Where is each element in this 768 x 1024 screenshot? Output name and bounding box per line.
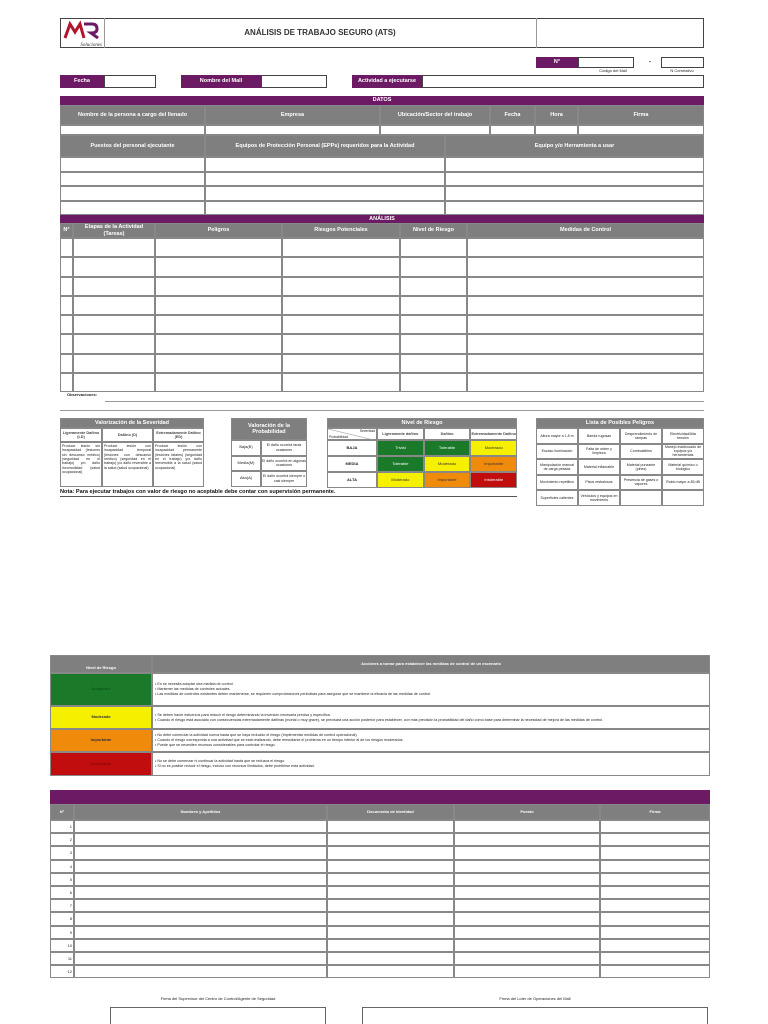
probabilidad-level: Media(M) (231, 456, 261, 472)
datos-title: DATOS (60, 96, 704, 105)
acciones-line: • Puede que se necesiten recursos considerables para controlar el riesgo. (155, 742, 276, 747)
nivel-riesgo-corner (327, 428, 377, 440)
acciones-header-right: Acciones a tomar para establecer las medidas de control de un escenario (152, 655, 710, 673)
datos-header-hora: Hora (535, 105, 578, 125)
personal-epps-input[interactable] (205, 186, 445, 201)
analisis-etapa-input[interactable] (73, 315, 155, 334)
analisis-riesgo-input[interactable] (282, 373, 400, 392)
nivel-riesgo-header: Dañino (424, 428, 471, 440)
participante-input[interactable] (327, 833, 454, 846)
peligro-item: Pisos resbalosos (578, 475, 620, 491)
datos-ubicacion-input[interactable] (380, 125, 490, 135)
actividad-label: Actividad a ejecutarse (352, 75, 422, 88)
nivel-riesgo-cell: Tolerable (424, 440, 471, 456)
analisis-medida-input[interactable] (467, 296, 704, 315)
nivel-riesgo-header: Extremadamente Dañino (470, 428, 517, 440)
analisis-etapa-input[interactable] (73, 257, 155, 276)
participante-input[interactable] (74, 899, 327, 912)
personal-epps-input[interactable] (205, 157, 445, 172)
participante-input[interactable] (454, 965, 600, 978)
peligro-item: Altura mayor a 1.8 m (536, 428, 578, 444)
participantes-header: Documento de Identidad (327, 804, 454, 820)
acciones-level-label: Aceptable (50, 673, 152, 706)
peligro-item: Vehículos y equipos en movimiento (578, 490, 620, 506)
analisis-etapa-input[interactable] (73, 354, 155, 373)
severidad-header-d: Dañino (D) (102, 428, 153, 442)
nivel-riesgo-row-label: MEDIA (327, 456, 377, 472)
nivel-riesgo-cell: Importante (470, 456, 517, 472)
nivel-riesgo-row-label: ALTA (327, 472, 377, 488)
analisis-medida-input[interactable] (467, 238, 704, 257)
participante-numero: 8 (50, 912, 74, 925)
nota-text: Nota: Para ejecutar trabajos con valor de riesgo no aceptable debe contar con supervisión permanente. (60, 489, 336, 495)
mall-label: Nombre del Mall (181, 75, 261, 88)
personal-puesto-input[interactable] (60, 201, 205, 216)
participante-input[interactable] (454, 926, 600, 939)
severidad-desc-ld: Produce lesión sin incapacidad (lesiones sin descanso médico) (seguridad en el trabajo) y/o daño incomodidad (salud ocupacional) (60, 442, 102, 487)
acciones-text-box (152, 673, 710, 706)
nivel-riesgo-cell: Tolerable (377, 456, 424, 472)
participante-input[interactable] (454, 846, 600, 859)
personal-epps-input[interactable] (205, 172, 445, 187)
participante-input[interactable] (74, 952, 327, 965)
participante-numero: 9 (50, 926, 74, 939)
nivel-riesgo-cell: Trivial (377, 440, 424, 456)
participante-input[interactable] (600, 952, 710, 965)
participante-input[interactable] (327, 886, 454, 899)
analisis-riesgo-input[interactable] (282, 315, 400, 334)
personal-equipo-input[interactable] (445, 201, 704, 216)
participante-input[interactable] (327, 926, 454, 939)
participante-input[interactable] (74, 886, 327, 899)
analisis-header-etapas: Etapas de la Actividad (Tareas) (73, 223, 155, 238)
analisis-header-medidas: Medidas de Control (467, 223, 704, 238)
analisis-title: ANÁLISIS (60, 215, 704, 223)
participante-input[interactable] (74, 939, 327, 952)
probabilidad-desc: El daño ocurrirá siempre o casi siempre (261, 471, 307, 487)
analisis-peligro-input[interactable] (155, 334, 282, 353)
participante-input[interactable] (327, 873, 454, 886)
personal-epps-input[interactable] (205, 201, 445, 216)
severidad-title: Valorización de la Severidad (60, 418, 204, 428)
peligro-item: Material inflamable (578, 459, 620, 475)
participante-numero: 6 (50, 886, 74, 899)
participante-input[interactable] (74, 820, 327, 833)
acciones-header-left: Nivel de Riesgo (50, 655, 152, 673)
logo-subtext: Soluciones (80, 43, 102, 48)
participante-input[interactable] (454, 820, 600, 833)
nivel-riesgo-cell: Moderado (424, 456, 471, 472)
nivel-riesgo-cell: Intolerable (470, 472, 517, 488)
analisis-peligro-input[interactable] (155, 296, 282, 315)
participante-numero: 10 (50, 939, 74, 952)
acciones-line: • Se deben hacer esfuerzos para reducir el riesgo determinando la inversión necesaria precisa y específica. (155, 712, 331, 717)
fecha-field[interactable] (104, 75, 156, 88)
personal-header-epps: Equipos de Protección Personal (EPPs) requeridos para la Actividad (205, 135, 445, 157)
peligro-item: Manejo inadecuado de equipos y/o herramientas (662, 444, 704, 460)
codigo-mall-caption: Código del Mall (599, 68, 627, 73)
participante-numero: 1 (50, 820, 74, 833)
participante-input[interactable] (454, 833, 600, 846)
peligro-item: Banda rugosas (578, 428, 620, 444)
datos-header-fecha: Fecha (490, 105, 535, 125)
acciones-line: • Cuando el riesgo corresponda a una actividad que se está realizando, debe remediarse el problema en un tiempo inferior al de los riesgos moderados. (155, 738, 404, 743)
datos-header-empresa: Empresa (205, 105, 380, 125)
analisis-riesgo-input[interactable] (282, 277, 400, 296)
analisis-nivel-input[interactable] (400, 373, 467, 392)
analisis-etapa-input[interactable] (73, 277, 155, 296)
analisis-peligro-input[interactable] (155, 373, 282, 392)
analisis-medida-input[interactable] (467, 354, 704, 373)
participante-input[interactable] (600, 912, 710, 925)
participante-input[interactable] (600, 846, 710, 859)
probabilidad-desc: El daño ocurrirá en algunas ocasiones (261, 456, 307, 472)
personal-equipo-input[interactable] (445, 172, 704, 187)
actividad-field[interactable] (422, 75, 704, 88)
analisis-nivel-input[interactable] (400, 277, 467, 296)
participantes-header: Nombres y Apellidos (74, 804, 327, 820)
analisis-n-cell (60, 373, 73, 392)
acciones-line: • Mantener las medidas de controles actuales. (155, 687, 231, 692)
peligro-item: Material punzante (pines) (620, 459, 662, 475)
observaciones-line-2[interactable] (60, 410, 704, 411)
probabilidad-title: Valoración de la Probabilidad (231, 418, 307, 440)
nivel-riesgo-cell: Importante (424, 472, 471, 488)
participante-input[interactable] (600, 860, 710, 873)
severidad-desc-d: Produce lesión con incapacidad temporal (lesiones con descanso médico) (seguridad en el trabajo) y/o daño reversible a la salud (salud ocupacional) (102, 442, 153, 487)
datos-empresa-input[interactable] (205, 125, 380, 135)
analisis-medida-input[interactable] (467, 315, 704, 334)
participante-input[interactable] (454, 912, 600, 925)
acciones-line: • Las medidas de controles existentes deben mantenerse, se requieren comprobaciones periódicas para asegurar que se mantiene la eficacia de las medidas de control. (155, 691, 431, 696)
participante-input[interactable] (600, 926, 710, 939)
participante-input[interactable] (74, 926, 327, 939)
participante-numero: 2 (50, 833, 74, 846)
analisis-n-cell (60, 296, 73, 315)
severidad-desc-ed: Produce lesión con incapacidad permanente (lesiones fatales) (seguridad en el trabajo) y/o daño irreversible a la salud (salud ocupacional) (153, 442, 204, 487)
analisis-medida-input[interactable] (467, 373, 704, 392)
analisis-nivel-input[interactable] (400, 315, 467, 334)
analisis-etapa-input[interactable] (73, 296, 155, 315)
firma-left-box[interactable] (110, 1007, 326, 1024)
participante-numero: 5 (50, 873, 74, 886)
personal-puesto-input[interactable] (60, 157, 205, 172)
nivel-riesgo-title: Nivel de Riesgo (327, 418, 517, 428)
analisis-riesgo-input[interactable] (282, 238, 400, 257)
codigo-mall-field[interactable] (578, 57, 634, 68)
observaciones-line-1[interactable] (105, 401, 704, 402)
analisis-n-cell (60, 257, 73, 276)
peligro-item: Manipulación manual de carga pesada (536, 459, 578, 475)
peligro-item: Combustibles (620, 444, 662, 460)
participante-input[interactable] (454, 873, 600, 886)
analisis-peligro-input[interactable] (155, 315, 282, 334)
participante-input[interactable] (74, 912, 327, 925)
firma-right-label: Firma del Líder de Operaciones del Mall (499, 996, 571, 1001)
analisis-etapa-input[interactable] (73, 334, 155, 353)
analisis-nivel-input[interactable] (400, 257, 467, 276)
corner-severidad: Severidad (359, 429, 375, 433)
nivel-riesgo-cell: Moderado (470, 440, 517, 456)
participante-input[interactable] (74, 846, 327, 859)
participante-input[interactable] (327, 846, 454, 859)
participante-input[interactable] (74, 860, 327, 873)
probabilidad-level: Baja(B) (231, 440, 261, 456)
participante-input[interactable] (74, 965, 327, 978)
participante-input[interactable] (600, 820, 710, 833)
participantes-header: Firma (600, 804, 710, 820)
corner-probabilidad: Probabilidad (329, 434, 348, 439)
nivel-riesgo-cell: Moderado (377, 472, 424, 488)
correlativo-caption: N Correlativo (670, 68, 694, 73)
analisis-n-cell (60, 334, 73, 353)
peligro-item (662, 490, 704, 506)
correlativo-field[interactable] (661, 57, 704, 68)
participante-input[interactable] (74, 873, 327, 886)
peligro-item: Superficies calientes (536, 490, 578, 506)
firma-right-box[interactable] (362, 1007, 708, 1024)
acciones-line: • Si no es posible reducir el riesgo, incluso con recursos ilimitados, debe prohibirse esta actividad. (155, 764, 315, 768)
participante-numero: 12 (50, 965, 74, 978)
peligro-item: Presencia de gases o vapores (620, 475, 662, 491)
severidad-header-ed: Extremadamente Dañino (ED) (153, 428, 204, 442)
analisis-header-n: N° (60, 223, 73, 238)
datos-fecha-input[interactable] (490, 125, 535, 135)
acciones-line: • En se necesita adoptar otra medida de control. (155, 682, 234, 687)
analisis-medida-input[interactable] (467, 277, 704, 296)
datos-header-ubicacion: Ubicación/Sector del trabajo (380, 105, 490, 125)
analisis-nivel-input[interactable] (400, 334, 467, 353)
participante-input[interactable] (454, 860, 600, 873)
datos-nombre-input[interactable] (60, 125, 205, 135)
peligro-item: Electricidad/Alta tensión (662, 428, 704, 444)
acciones-line: • No debe comenzar la actividad nueva hasta que se haya reducido el riesgo (Implementar medidas de control operacional). (155, 733, 358, 738)
analisis-header-riesgos: Riesgos Potenciales (282, 223, 400, 238)
page-title: ANÁLISIS DE TRABAJO SEGURO (ATS) (244, 28, 396, 38)
acciones-text-box (152, 706, 710, 729)
acciones-line: • Cuando el riesgo está asociado con consecuencias extremadamente dañinas (mortal o muy grave), se precisará una acción posterior para establecer, con más precisión la probabilidad del daño como base para determinar la necesidad de mejora de las medidas de control. (155, 717, 603, 722)
participante-input[interactable] (454, 939, 600, 952)
severidad-header-ld: Ligeramente Dañino (LD) (60, 428, 102, 442)
acciones-text-box (152, 752, 710, 776)
participante-input[interactable] (74, 833, 327, 846)
personal-puesto-input[interactable] (60, 186, 205, 201)
peligro-item: Escaso iluminación (536, 444, 578, 460)
peligro-item: Falta de orden y limpieza (578, 444, 620, 460)
nivel-riesgo-row-label: BAJA (327, 440, 377, 456)
analisis-n-cell (60, 354, 73, 373)
peligros-title: Lista de Posibles Peligros (536, 418, 704, 428)
peligro-item: Movimiento repetitivo (536, 475, 578, 491)
logo-icon (62, 20, 102, 40)
firma-left-label: Firma del Supervisor del Centro de Control/Agente de Seguridad (160, 996, 276, 1001)
datos-header-firma: Firma (578, 105, 704, 125)
analisis-medida-input[interactable] (467, 334, 704, 353)
fecha-label: Fecha (60, 75, 104, 88)
participante-input[interactable] (327, 820, 454, 833)
participantes-header: Puesto (454, 804, 600, 820)
analisis-n-cell (60, 238, 73, 257)
participante-input[interactable] (600, 833, 710, 846)
participante-input[interactable] (600, 873, 710, 886)
participante-numero: 7 (50, 899, 74, 912)
personal-header-equipo: Equipo y/o Herramienta a usar (445, 135, 704, 157)
acciones-level-label: Importante (50, 729, 152, 752)
personal-header-puestos: Puestos del personal ejecutante (60, 135, 205, 157)
analisis-peligro-input[interactable] (155, 354, 282, 373)
participante-input[interactable] (327, 965, 454, 978)
logo (62, 20, 102, 47)
analisis-medida-input[interactable] (467, 257, 704, 276)
personal-equipo-input[interactable] (445, 186, 704, 201)
analisis-peligro-input[interactable] (155, 277, 282, 296)
analisis-peligro-input[interactable] (155, 238, 282, 257)
participante-input[interactable] (454, 952, 600, 965)
participante-numero: 11 (50, 952, 74, 965)
participante-input[interactable] (327, 899, 454, 912)
analisis-nivel-input[interactable] (400, 238, 467, 257)
participante-numero: 3 (50, 846, 74, 859)
peligro-item (620, 490, 662, 506)
personal-puesto-input[interactable] (60, 172, 205, 187)
participante-input[interactable] (454, 886, 600, 899)
acciones-line: • No se debe comenzar ni continuar la actividad hasta que se reduzca el riesgo. (155, 759, 286, 764)
analisis-header-peligros: Peligros (155, 223, 282, 238)
peligro-item: Material químico o biológico (662, 459, 704, 475)
participantes-header: N° (50, 804, 74, 820)
acciones-level-label: Moderado (50, 706, 152, 729)
analisis-riesgo-input[interactable] (282, 334, 400, 353)
analisis-riesgo-input[interactable] (282, 296, 400, 315)
analisis-n-cell (60, 277, 73, 296)
probabilidad-desc: El daño ocurrirá raras ocasiones (261, 440, 307, 456)
analisis-nivel-input[interactable] (400, 354, 467, 373)
observaciones-label: Observaciones: (67, 392, 98, 397)
participante-input[interactable] (600, 965, 710, 978)
participante-input[interactable] (327, 939, 454, 952)
analisis-nivel-input[interactable] (400, 296, 467, 315)
peligro-item: Ruido mayor a 85 dB (662, 475, 704, 491)
participante-input[interactable] (600, 939, 710, 952)
analisis-etapa-input[interactable] (73, 238, 155, 257)
participante-input[interactable] (454, 899, 600, 912)
datos-header-nombre: Nombre de la persona a cargo del llenado (60, 105, 205, 125)
datos-firma-input[interactable] (578, 125, 704, 135)
participante-input[interactable] (600, 899, 710, 912)
participante-input[interactable] (327, 860, 454, 873)
peligro-item: Desprendimiento de rampas (620, 428, 662, 444)
personal-equipo-input[interactable] (445, 157, 704, 172)
participante-input[interactable] (327, 912, 454, 925)
mall-field[interactable] (261, 75, 327, 88)
participante-numero: 4 (50, 860, 74, 873)
participante-input[interactable] (600, 886, 710, 899)
participantes-banner (50, 790, 710, 804)
dash-separator: - (648, 56, 652, 66)
datos-hora-input[interactable] (535, 125, 578, 135)
probabilidad-level: Alta(A) (231, 471, 261, 487)
analisis-riesgo-input[interactable] (282, 257, 400, 276)
analisis-n-cell (60, 315, 73, 334)
participante-input[interactable] (327, 952, 454, 965)
analisis-riesgo-input[interactable] (282, 354, 400, 373)
acciones-text-box (152, 729, 710, 752)
nivel-riesgo-header: Ligeramente dañino (377, 428, 424, 440)
analisis-peligro-input[interactable] (155, 257, 282, 276)
numero-label: N° (536, 57, 578, 68)
analisis-header-nivel: Nivel de Riesgo (400, 223, 467, 238)
analisis-etapa-input[interactable] (73, 373, 155, 392)
acciones-level-label: Intolerable (50, 752, 152, 776)
